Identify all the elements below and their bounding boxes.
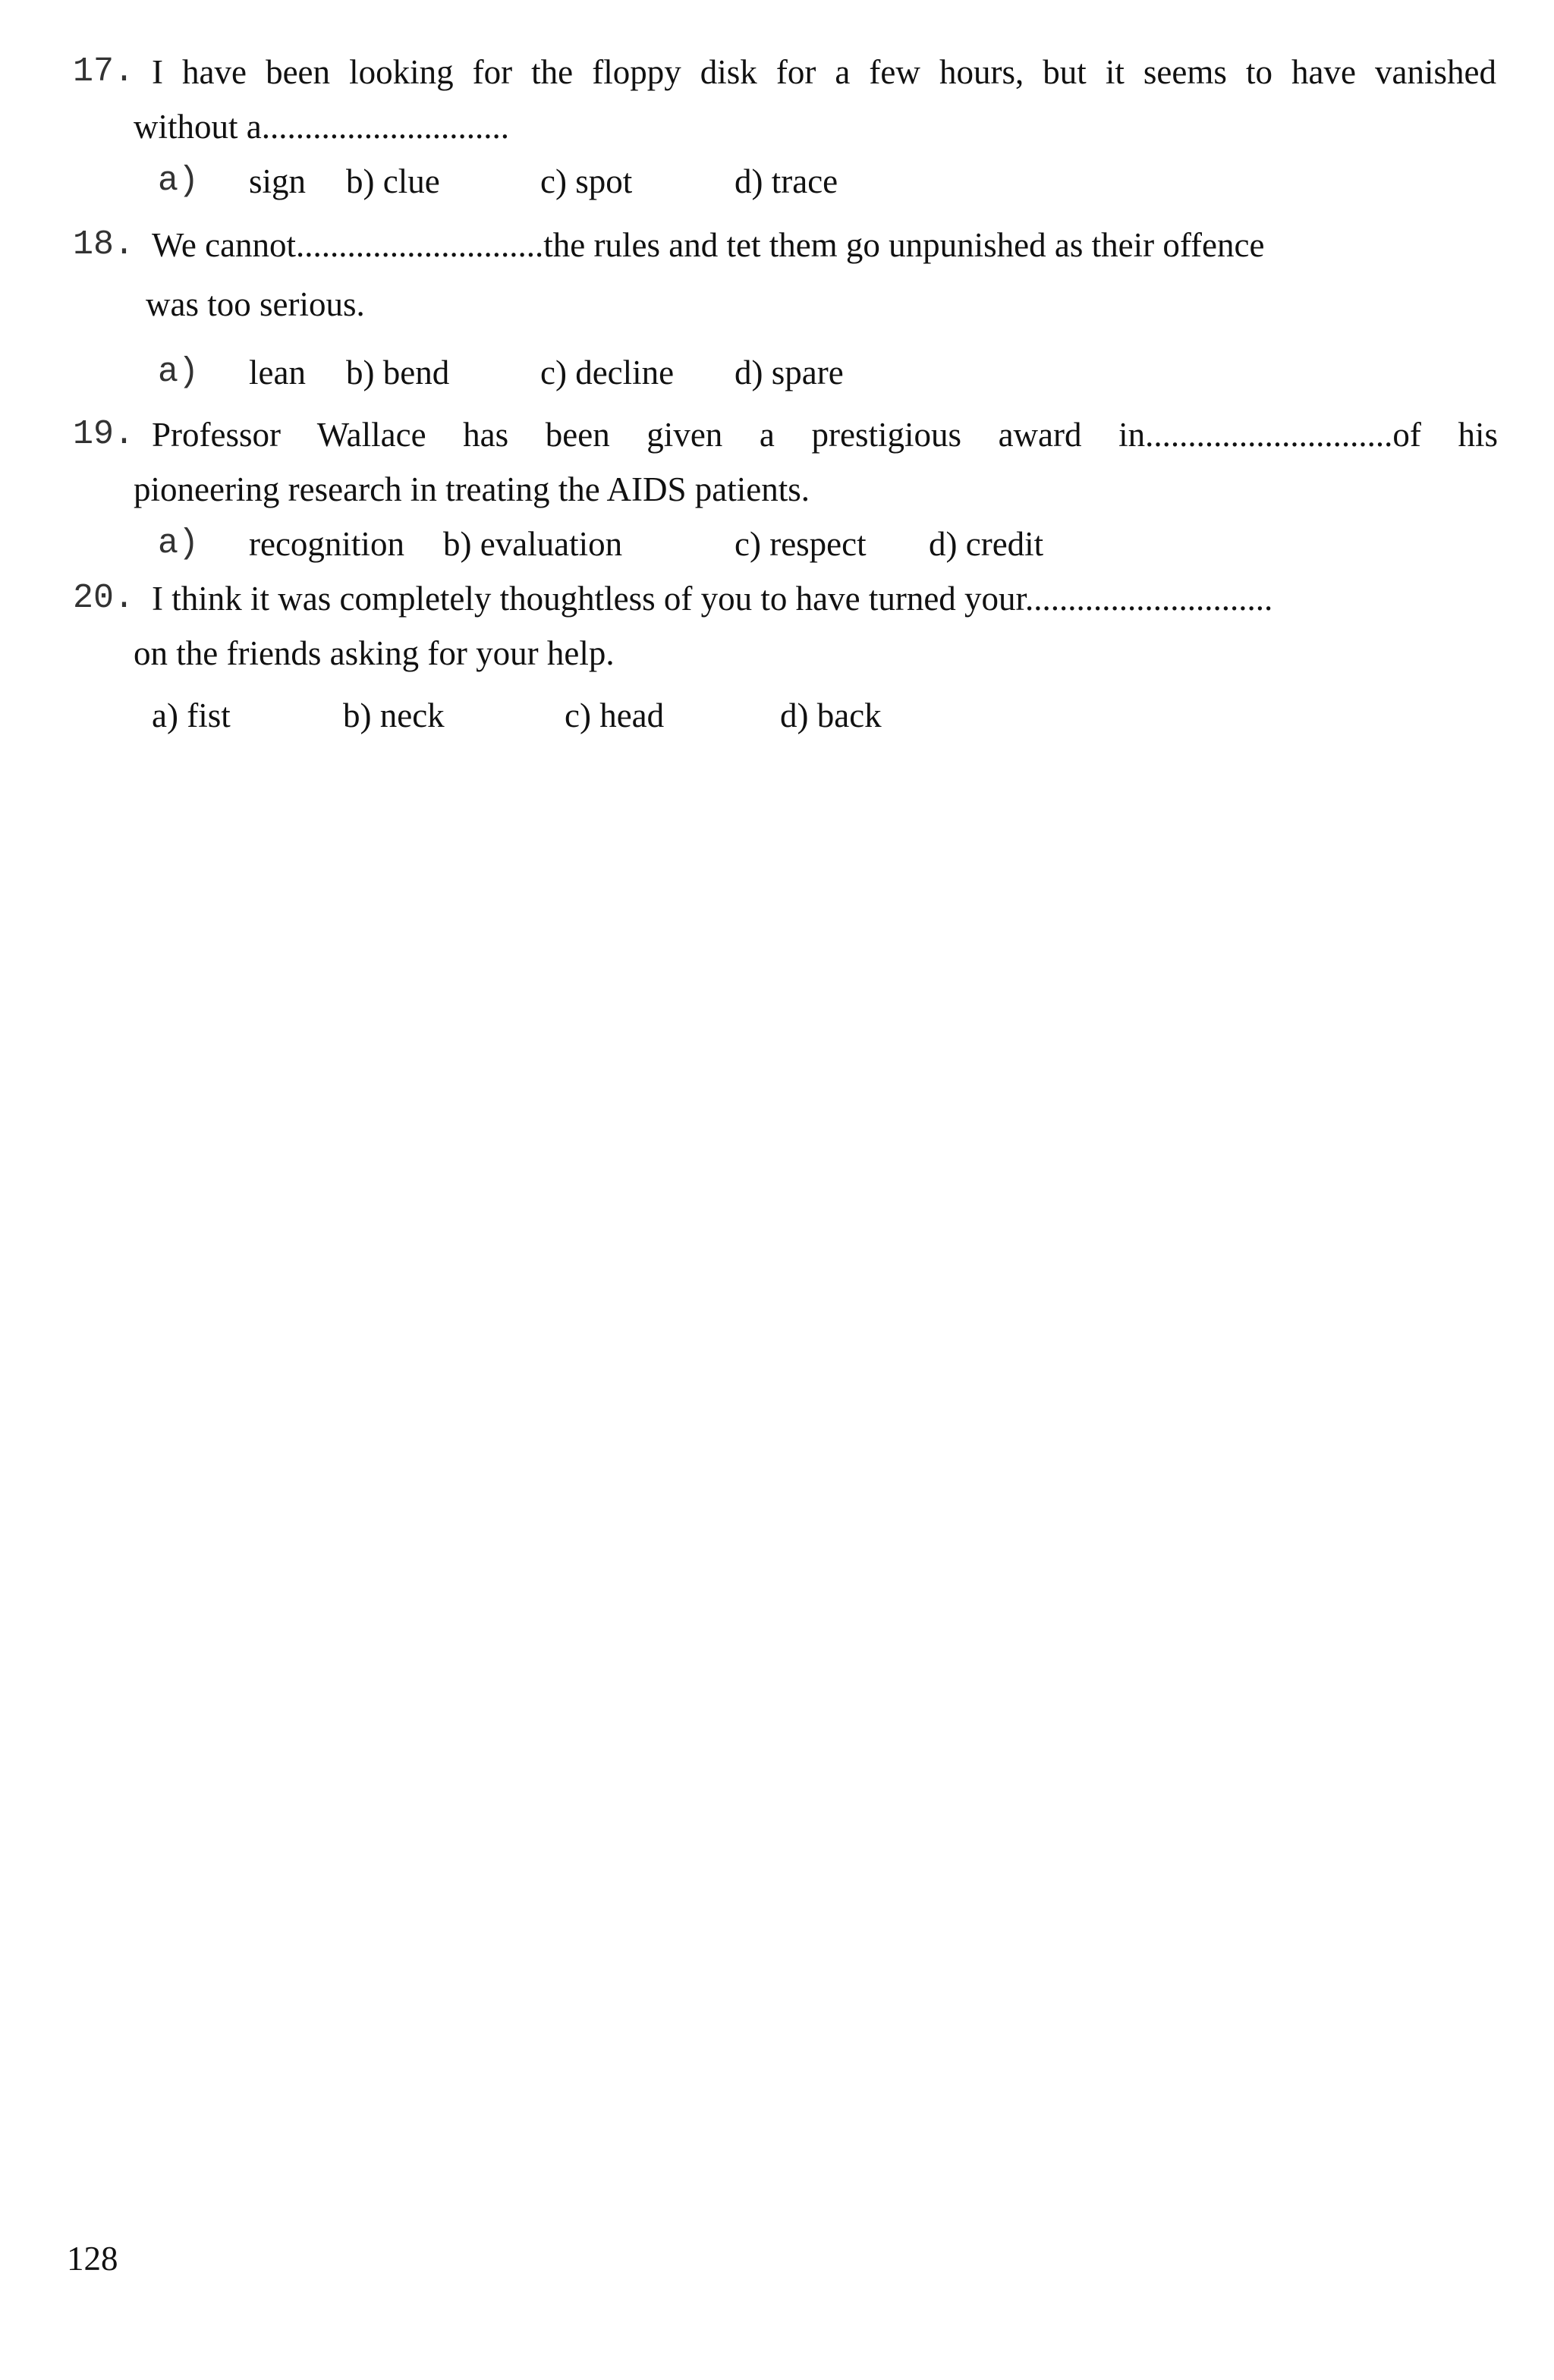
question-text: without a............................. (134, 108, 509, 146)
option-d: d) back (780, 696, 882, 734)
question-text: I think it was completely thoughtless of you to have turned your............................. (152, 580, 1273, 618)
option-a: a) fist (152, 696, 231, 734)
option-c: c) respect (735, 525, 867, 563)
option-d: d) spare (735, 354, 844, 391)
question-text: was too serious. (146, 285, 365, 323)
option-d: d) trace (735, 162, 838, 200)
option-a-label: a) (158, 162, 200, 200)
question-number: 18. (73, 225, 135, 264)
question-number: 19. (73, 415, 135, 454)
option-b: b) evaluation (443, 525, 623, 563)
question-number: 17. (73, 52, 135, 91)
option-d: d) credit (929, 525, 1044, 563)
option-b: b) clue (346, 162, 440, 200)
option-a: lean (249, 354, 306, 391)
option-c: c) head (565, 696, 665, 734)
option-c: c) spot (540, 162, 633, 200)
question-text: We cannot.............................the rules and tet them go unpunished as their offence (152, 226, 1265, 264)
option-b: b) neck (343, 696, 445, 734)
question-text: on the friends asking for your help. (134, 634, 615, 672)
question-text: Professor Wallace has been given a prestigious award in.............................of his (152, 416, 1498, 454)
option-a-label: a) (158, 524, 200, 563)
option-a: recognition (249, 525, 404, 563)
option-c: c) decline (540, 354, 675, 391)
question-text: I have been looking for the floppy disk for a few hours, but it seems to have vanished (152, 53, 1496, 91)
page-number: 128 (67, 2240, 118, 2278)
option-a-label: a) (158, 353, 200, 391)
question-number: 20. (73, 579, 135, 618)
option-a: sign (249, 162, 307, 200)
option-b: b) bend (346, 354, 450, 391)
question-text: pioneering research in treating the AIDS patients. (134, 470, 810, 508)
